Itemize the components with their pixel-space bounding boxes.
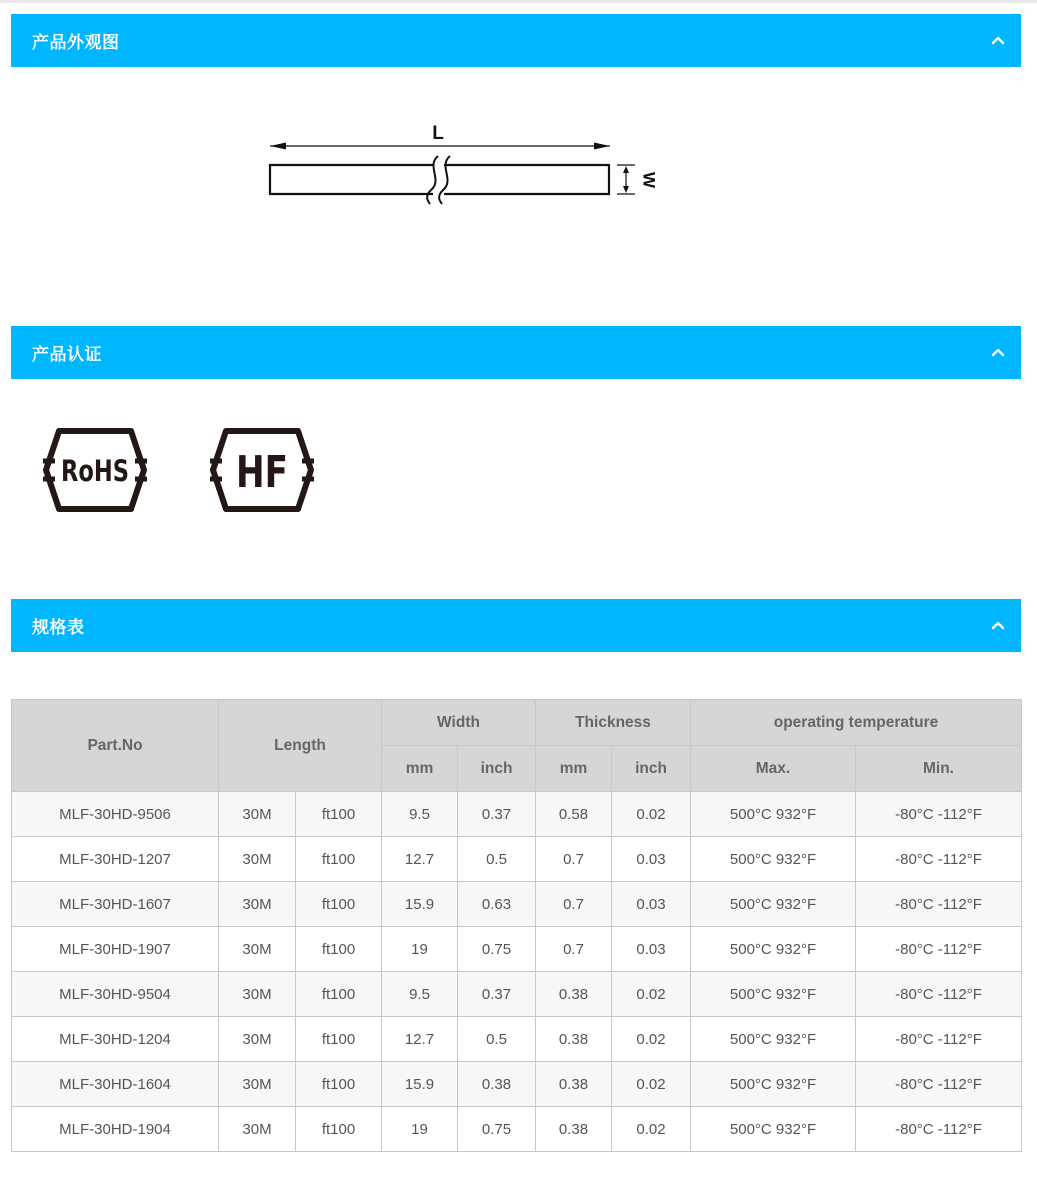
section-header-appearance[interactable] <box>11 14 1021 67</box>
cell-length-ft: ft100 <box>296 837 382 882</box>
chevron-up-icon[interactable] <box>989 31 1007 49</box>
cell-length-ft: ft100 <box>296 792 382 837</box>
cell-temp-min: -80°C -112°F <box>856 972 1022 1017</box>
cell-part-no: MLF-30HD-1607 <box>12 882 219 927</box>
cell-part-no: MLF-30HD-1907 <box>12 927 219 972</box>
hf-label: HF <box>236 447 288 498</box>
cell-length-m: 30M <box>219 927 296 972</box>
cell-part-no: MLF-30HD-1604 <box>12 1062 219 1107</box>
rohs-badge <box>43 425 147 515</box>
cell-thickness-mm: 0.7 <box>536 927 612 972</box>
cell-thickness-inch: 0.02 <box>612 1062 691 1107</box>
width-arrow-bottom <box>623 186 629 193</box>
break-line-left <box>427 156 438 204</box>
cell-length-ft: ft100 <box>296 972 382 1017</box>
product-dimension-drawing <box>255 116 675 216</box>
cell-length-ft: ft100 <box>296 882 382 927</box>
header-part-no: Part.No <box>12 700 219 792</box>
cell-thickness-mm: 0.7 <box>536 882 612 927</box>
cell-thickness-mm: 0.38 <box>536 1062 612 1107</box>
table-row <box>12 1107 1022 1152</box>
strip-right-part <box>444 165 609 194</box>
header-width: Width <box>382 700 536 746</box>
cell-thickness-mm: 0.38 <box>536 1107 612 1152</box>
cell-temp-max: 500°C 932°F <box>691 1017 856 1062</box>
cell-thickness-mm: 0.38 <box>536 1017 612 1062</box>
break-line-right <box>439 156 450 204</box>
spec-table <box>11 699 1022 1152</box>
header-width-mm: mm <box>382 746 458 792</box>
table-row <box>12 1062 1022 1107</box>
cell-width-mm: 19 <box>382 1107 458 1152</box>
cell-width-mm: 15.9 <box>382 882 458 927</box>
cell-length-ft: ft100 <box>296 1062 382 1107</box>
cell-part-no: MLF-30HD-9504 <box>12 972 219 1017</box>
cell-thickness-inch: 0.02 <box>612 1107 691 1152</box>
cell-temp-max: 500°C 932°F <box>691 837 856 882</box>
cell-length-ft: ft100 <box>296 1107 382 1152</box>
cell-width-mm: 12.7 <box>382 1017 458 1062</box>
cell-width-inch: 0.37 <box>458 972 536 1017</box>
length-arrow-right <box>594 143 610 150</box>
table-row <box>12 1017 1022 1062</box>
cell-part-no: MLF-30HD-1204 <box>12 1017 219 1062</box>
strip-left-part <box>270 165 433 194</box>
table-row <box>12 972 1022 1017</box>
cell-temp-min: -80°C -112°F <box>856 1017 1022 1062</box>
cell-width-mm: 9.5 <box>382 972 458 1017</box>
header-length: Length <box>219 700 382 792</box>
header-thickness-mm: mm <box>536 746 612 792</box>
chevron-up-icon[interactable] <box>989 616 1007 634</box>
cell-part-no: MLF-30HD-1904 <box>12 1107 219 1152</box>
cell-length-m: 30M <box>219 882 296 927</box>
cell-width-mm: 15.9 <box>382 1062 458 1107</box>
cell-width-mm: 12.7 <box>382 837 458 882</box>
table-row <box>12 927 1022 972</box>
cell-temp-min: -80°C -112°F <box>856 1062 1022 1107</box>
cell-width-inch: 0.38 <box>458 1062 536 1107</box>
section-header-spec[interactable] <box>11 599 1021 652</box>
header-temp-min: Min. <box>856 746 1022 792</box>
length-label: L <box>432 123 444 144</box>
cell-temp-max: 500°C 932°F <box>691 792 856 837</box>
cell-width-inch: 0.75 <box>458 927 536 972</box>
cell-part-no: MLF-30HD-9506 <box>12 792 219 837</box>
cell-temp-max: 500°C 932°F <box>691 882 856 927</box>
cell-length-m: 30M <box>219 792 296 837</box>
hf-badge <box>210 425 314 515</box>
cell-part-no: MLF-30HD-1207 <box>12 837 219 882</box>
header-thickness: Thickness <box>536 700 691 746</box>
cell-length-m: 30M <box>219 1107 296 1152</box>
cell-length-ft: ft100 <box>296 927 382 972</box>
cell-thickness-inch: 0.02 <box>612 792 691 837</box>
header-operating-temperature: operating temperature <box>691 700 1022 746</box>
rohs-label: RoHS <box>61 454 129 488</box>
length-arrow-left <box>270 143 286 150</box>
spec-table-body <box>12 792 1022 1152</box>
cell-width-mm: 9.5 <box>382 792 458 837</box>
width-arrow-top <box>623 166 629 173</box>
section-title-spec: 规格表 <box>32 618 85 638</box>
cell-width-inch: 0.5 <box>458 1017 536 1062</box>
table-row <box>12 882 1022 927</box>
cell-temp-min: -80°C -112°F <box>856 792 1022 837</box>
cell-length-m: 30M <box>219 1062 296 1107</box>
cell-length-ft: ft100 <box>296 1017 382 1062</box>
cell-width-inch: 0.75 <box>458 1107 536 1152</box>
cell-temp-max: 500°C 932°F <box>691 1107 856 1152</box>
cell-width-mm: 19 <box>382 927 458 972</box>
cell-width-inch: 0.37 <box>458 792 536 837</box>
cell-thickness-inch: 0.02 <box>612 972 691 1017</box>
section-title-certification: 产品认证 <box>32 345 102 365</box>
cell-thickness-mm: 0.38 <box>536 972 612 1017</box>
cell-length-m: 30M <box>219 1017 296 1062</box>
cell-thickness-inch: 0.03 <box>612 837 691 882</box>
top-divider <box>0 0 1037 3</box>
cell-temp-min: -80°C -112°F <box>856 1107 1022 1152</box>
cell-length-m: 30M <box>219 837 296 882</box>
header-thickness-inch: inch <box>612 746 691 792</box>
cell-thickness-inch: 0.03 <box>612 882 691 927</box>
header-width-inch: inch <box>458 746 536 792</box>
cell-thickness-mm: 0.58 <box>536 792 612 837</box>
cell-temp-max: 500°C 932°F <box>691 1062 856 1107</box>
cell-width-inch: 0.63 <box>458 882 536 927</box>
cell-thickness-inch: 0.03 <box>612 927 691 972</box>
table-row <box>12 792 1022 837</box>
cell-temp-min: -80°C -112°F <box>856 882 1022 927</box>
cell-temp-min: -80°C -112°F <box>856 837 1022 882</box>
cell-width-inch: 0.5 <box>458 837 536 882</box>
cell-temp-max: 500°C 932°F <box>691 972 856 1017</box>
header-temp-max: Max. <box>691 746 856 792</box>
cell-temp-min: -80°C -112°F <box>856 927 1022 972</box>
cell-length-m: 30M <box>219 972 296 1017</box>
section-header-certification[interactable] <box>11 326 1021 379</box>
table-row <box>12 837 1022 882</box>
chevron-up-icon[interactable] <box>989 343 1007 361</box>
cell-temp-max: 500°C 932°F <box>691 927 856 972</box>
cell-thickness-mm: 0.7 <box>536 837 612 882</box>
section-title-appearance: 产品外观图 <box>32 33 120 53</box>
width-label: W <box>639 171 659 189</box>
cell-thickness-inch: 0.02 <box>612 1017 691 1062</box>
